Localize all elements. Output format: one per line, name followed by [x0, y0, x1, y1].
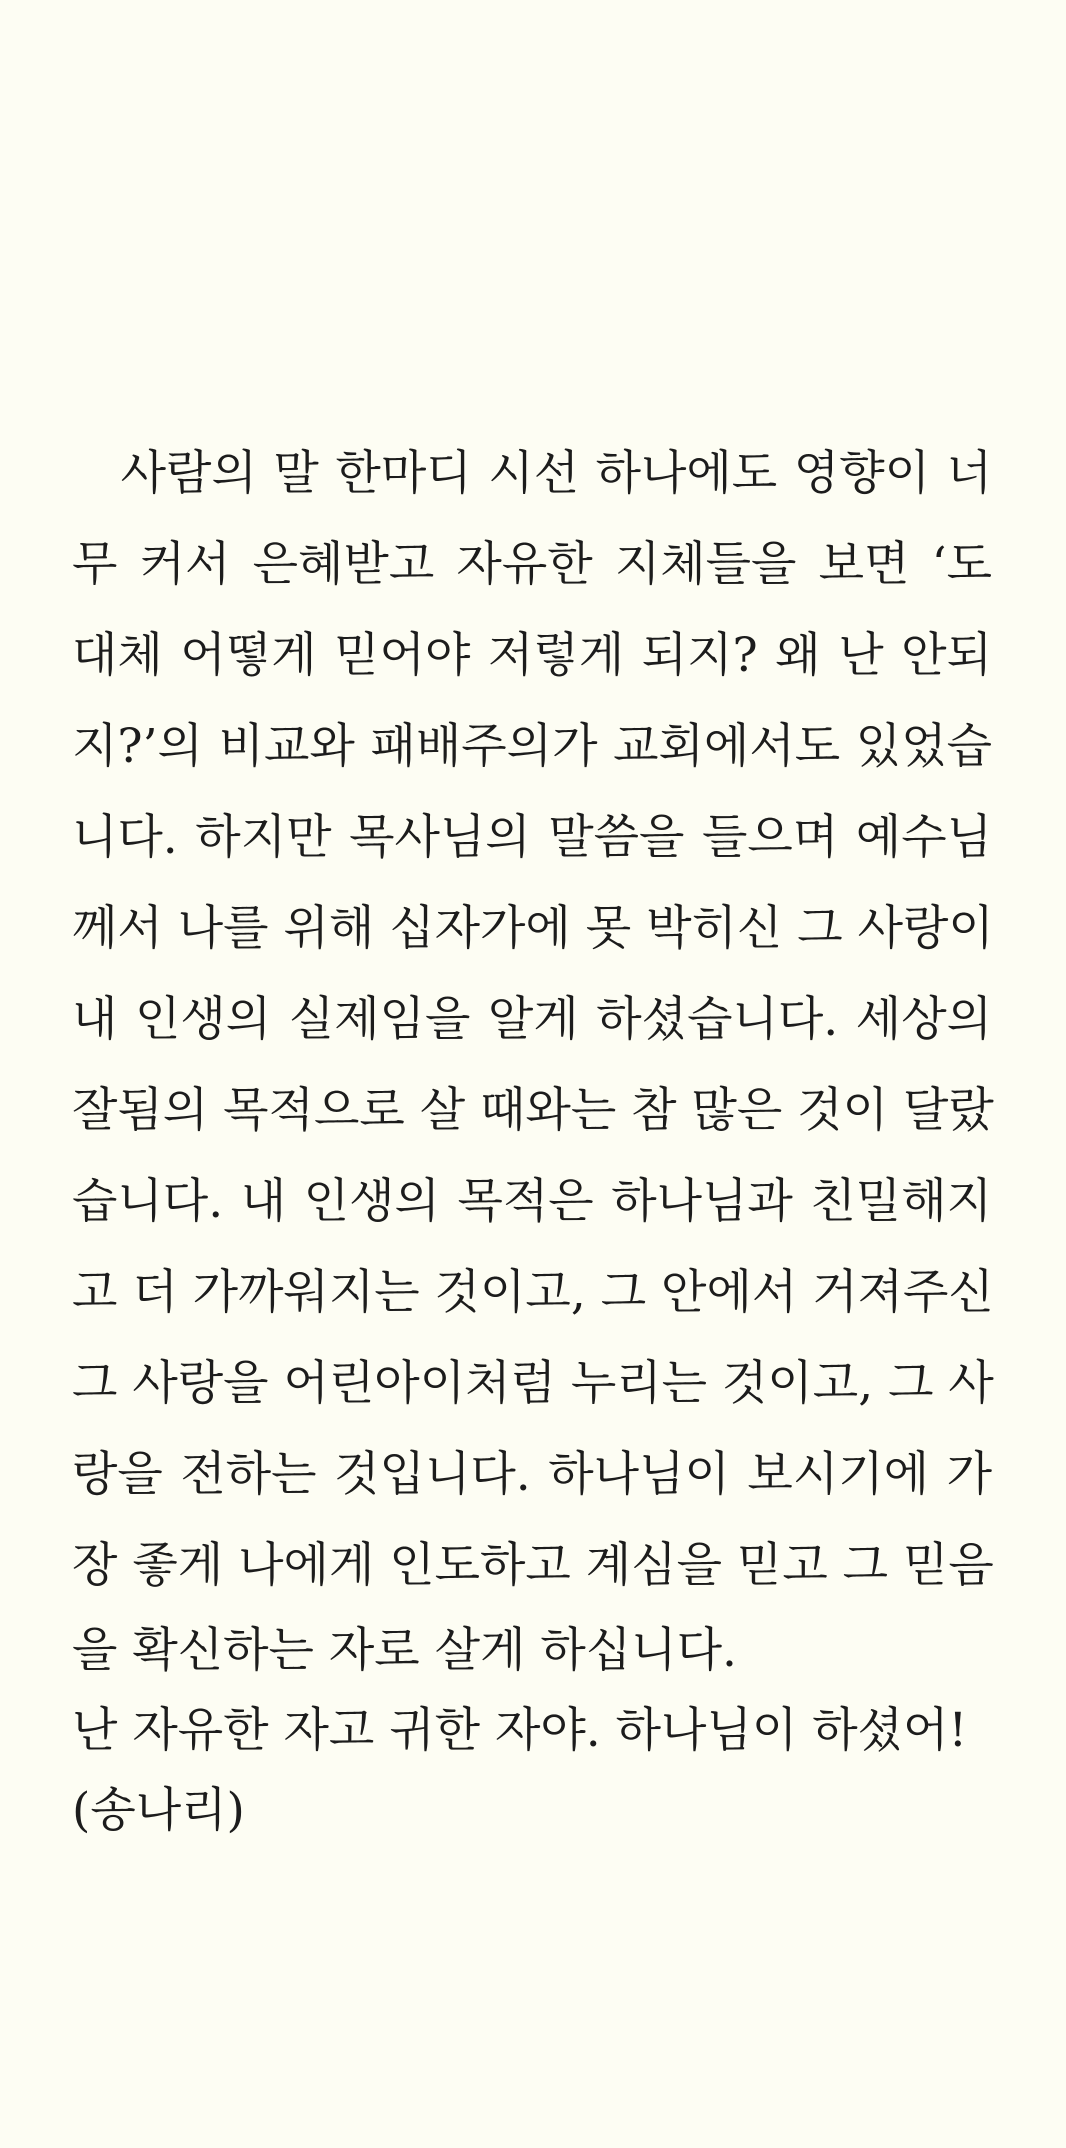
paragraph-line: 사람의 말 한마디 시선 하나에도 영향이 너: [72, 446, 992, 501]
paragraph-line: 지?’의 비교와 패배주의가 교회에서도 있었습: [72, 719, 992, 774]
paragraph-line: 무 커서 은혜받고 자유한 지체들을 보면 ‘도: [72, 537, 992, 592]
paragraph-line: 그 사랑을 어린아이처럼 누리는 것이고, 그 사: [72, 1356, 994, 1411]
testimony-text: [72, 428, 992, 1851]
paragraph-line: 습니다. 내 인생의 목적은 하나님과 친밀해지: [72, 1174, 992, 1229]
paragraph-line: 랑을 전하는 것입니다. 하나님이 보시기에 가: [72, 1447, 992, 1502]
paragraph-line: 장 좋게 나에게 인도하고 계심을 믿고 그 믿음: [72, 1538, 994, 1593]
author-signature: (송나리): [72, 1783, 245, 1838]
paragraph-line: 대체 어떻게 믿어야 저렇게 되지? 왜 난 안되: [72, 628, 992, 683]
paragraph-line: 잘됨의 목적으로 살 때와는 참 많은 것이 달랐: [72, 1083, 994, 1138]
paragraph-line: 내 인생의 실제임을 알게 하셨습니다. 세상의: [72, 992, 992, 1047]
closing-line: 난 자유한 자고 귀한 자야. 하나님이 하셨어!: [72, 1703, 968, 1758]
paragraph-line: 니다. 하지만 목사님의 말씀을 들으며 예수님: [72, 810, 992, 865]
paragraph-line: 을 확신하는 자로 살게 하십니다.: [72, 1623, 737, 1678]
paragraph-line: 께서 나를 위해 십자가에 못 박히신 그 사랑이: [72, 901, 994, 956]
paragraph-line: 고 더 가까워지는 것이고, 그 안에서 거져주신: [72, 1265, 994, 1320]
